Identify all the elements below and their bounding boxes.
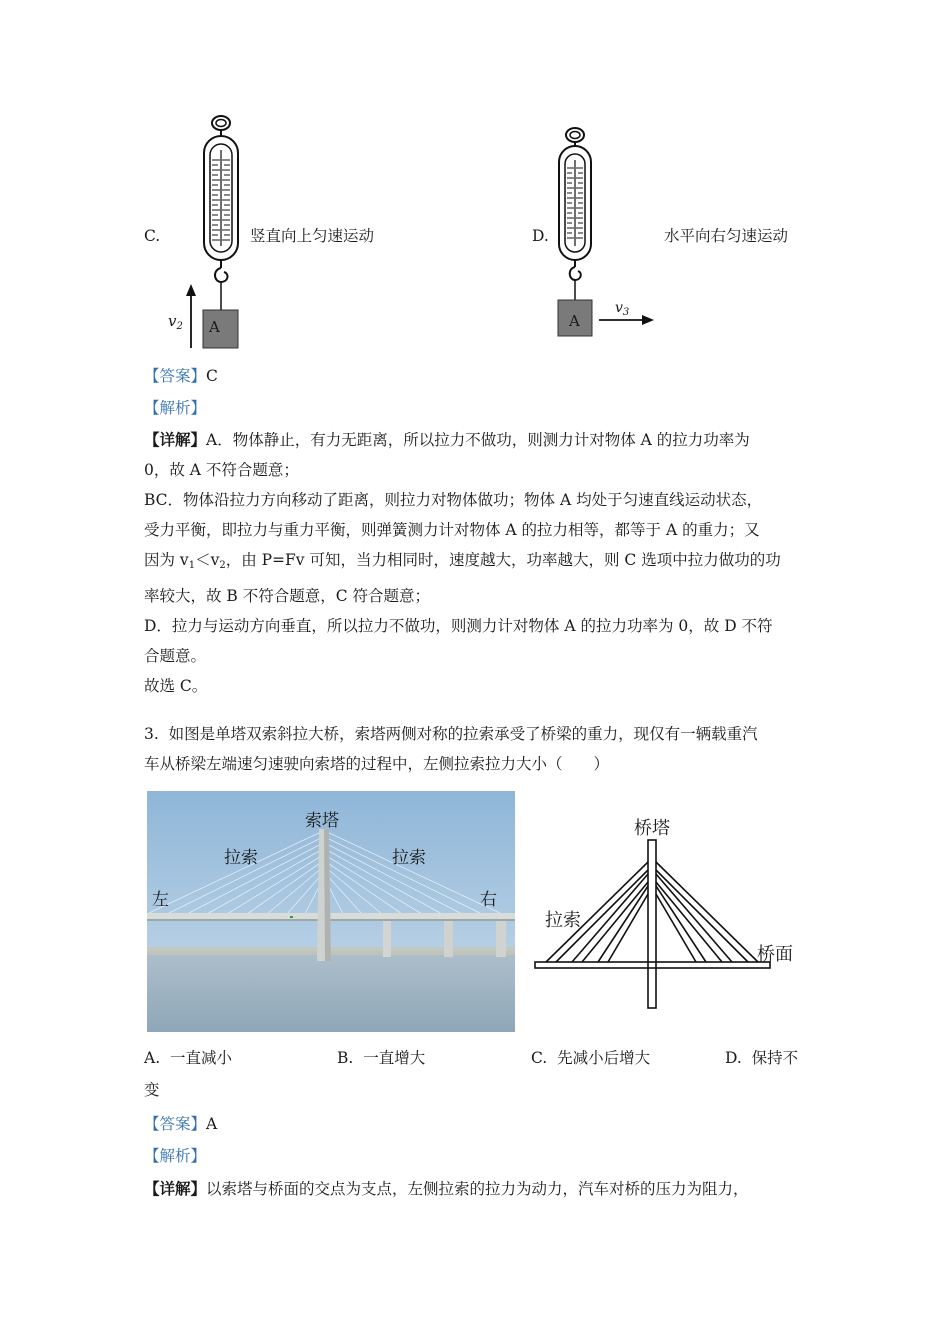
photo-label-right: 右 bbox=[480, 890, 497, 910]
q2-detail-line-1: 【详解】A．物体静止，有力无距离，所以拉力不做功，则测力计对物体 A 的拉力功率为 bbox=[144, 430, 750, 449]
q2-detail-label: 【详解】 bbox=[144, 430, 207, 449]
q3-option-a: A. 一直减小 bbox=[144, 1049, 232, 1067]
velocity-v3-label: $v_3$ bbox=[615, 300, 630, 318]
option-c-letter: C. bbox=[144, 227, 161, 245]
q2-detail-line-4: 受力平衡，即拉力与重力平衡，则弹簧测力计对物体 A 的拉力相等，都等于 A 的重力；又 bbox=[144, 521, 760, 539]
q2-detail-line-5: 因为 $v_1<v_2$，由 P=Fv 可知，当力相同时，速度越大，功率越大，则 C 选项中拉力做功的功 bbox=[144, 551, 781, 571]
photo-label-tower: 索塔 bbox=[305, 811, 339, 831]
diagram-label-cable: 拉索 bbox=[545, 910, 581, 931]
photo-label-cable-left: 拉索 bbox=[224, 848, 258, 868]
q2-detail-line-2: 0，故 A 不符合题意； bbox=[144, 461, 299, 479]
q3-option-c: C. 先减小后增大 bbox=[531, 1049, 651, 1067]
block-a-label-d: A bbox=[569, 312, 580, 330]
q2-detail-line-3: BC．物体沿拉力方向移动了距离，则拉力对物体做功；物体 A 均处于匀速直线运动状态， bbox=[144, 491, 763, 509]
q3-number: 3. bbox=[144, 725, 159, 743]
diagram-label-tower: 桥塔 bbox=[634, 818, 670, 839]
block-a-label-c: A bbox=[209, 318, 220, 336]
option-c-text: 竖直向上匀速运动 bbox=[250, 227, 375, 245]
diagram-label-deck: 桥面 bbox=[757, 944, 793, 965]
q3-option-d-wrap: 变 bbox=[144, 1081, 160, 1099]
photo-label-cable-right: 拉索 bbox=[392, 848, 426, 868]
q2-analysis-label: 【解析】 bbox=[144, 399, 207, 417]
q3-analysis-label: 【解析】 bbox=[144, 1147, 207, 1165]
q2-detail-line-9: 故选 C。 bbox=[144, 677, 208, 695]
q3-stem: 3. 如图是单塔双索斜拉大桥，索塔两侧对称的拉索承受了桥梁的重力，现仅有一辆载重汽 车从桥梁左端速匀速驶向索塔的过程中，左侧拉索拉力大小（ ） bbox=[144, 725, 758, 773]
q3-option-d: D. 保持不 bbox=[725, 1049, 799, 1067]
q2-detail-line-8: 合题意。 bbox=[144, 647, 207, 665]
q3-detail-label: 【详解】 bbox=[144, 1179, 207, 1198]
spring-scale-d-figure bbox=[548, 124, 668, 342]
bridge-diagram bbox=[532, 838, 772, 1038]
option-d-letter: D. bbox=[532, 227, 549, 245]
velocity-v2-label: $v_2$ bbox=[168, 312, 183, 332]
q3-option-b: B. 一直增大 bbox=[337, 1049, 426, 1067]
q3-detail: 【详解】以索塔与桥面的交点为支点，左侧拉索的拉力为动力，汽车对桥的压力为阻力， bbox=[144, 1179, 749, 1198]
photo-label-left: 左 bbox=[152, 890, 169, 910]
q2-detail-line-7: D．拉力与运动方向垂直，所以拉力不做功，则测力计对物体 A 的拉力功率为 0，故 D 不符 bbox=[144, 617, 773, 635]
q2-detail bbox=[144, 425, 812, 701]
q2-answer: 【答案】C bbox=[144, 367, 218, 385]
option-d-text: 水平向右匀速运动 bbox=[664, 227, 789, 245]
q3-answer: 【答案】A bbox=[144, 1115, 218, 1133]
q2-detail-line-6: 率较大，故 B 不符合题意，C 符合题意； bbox=[144, 587, 431, 605]
